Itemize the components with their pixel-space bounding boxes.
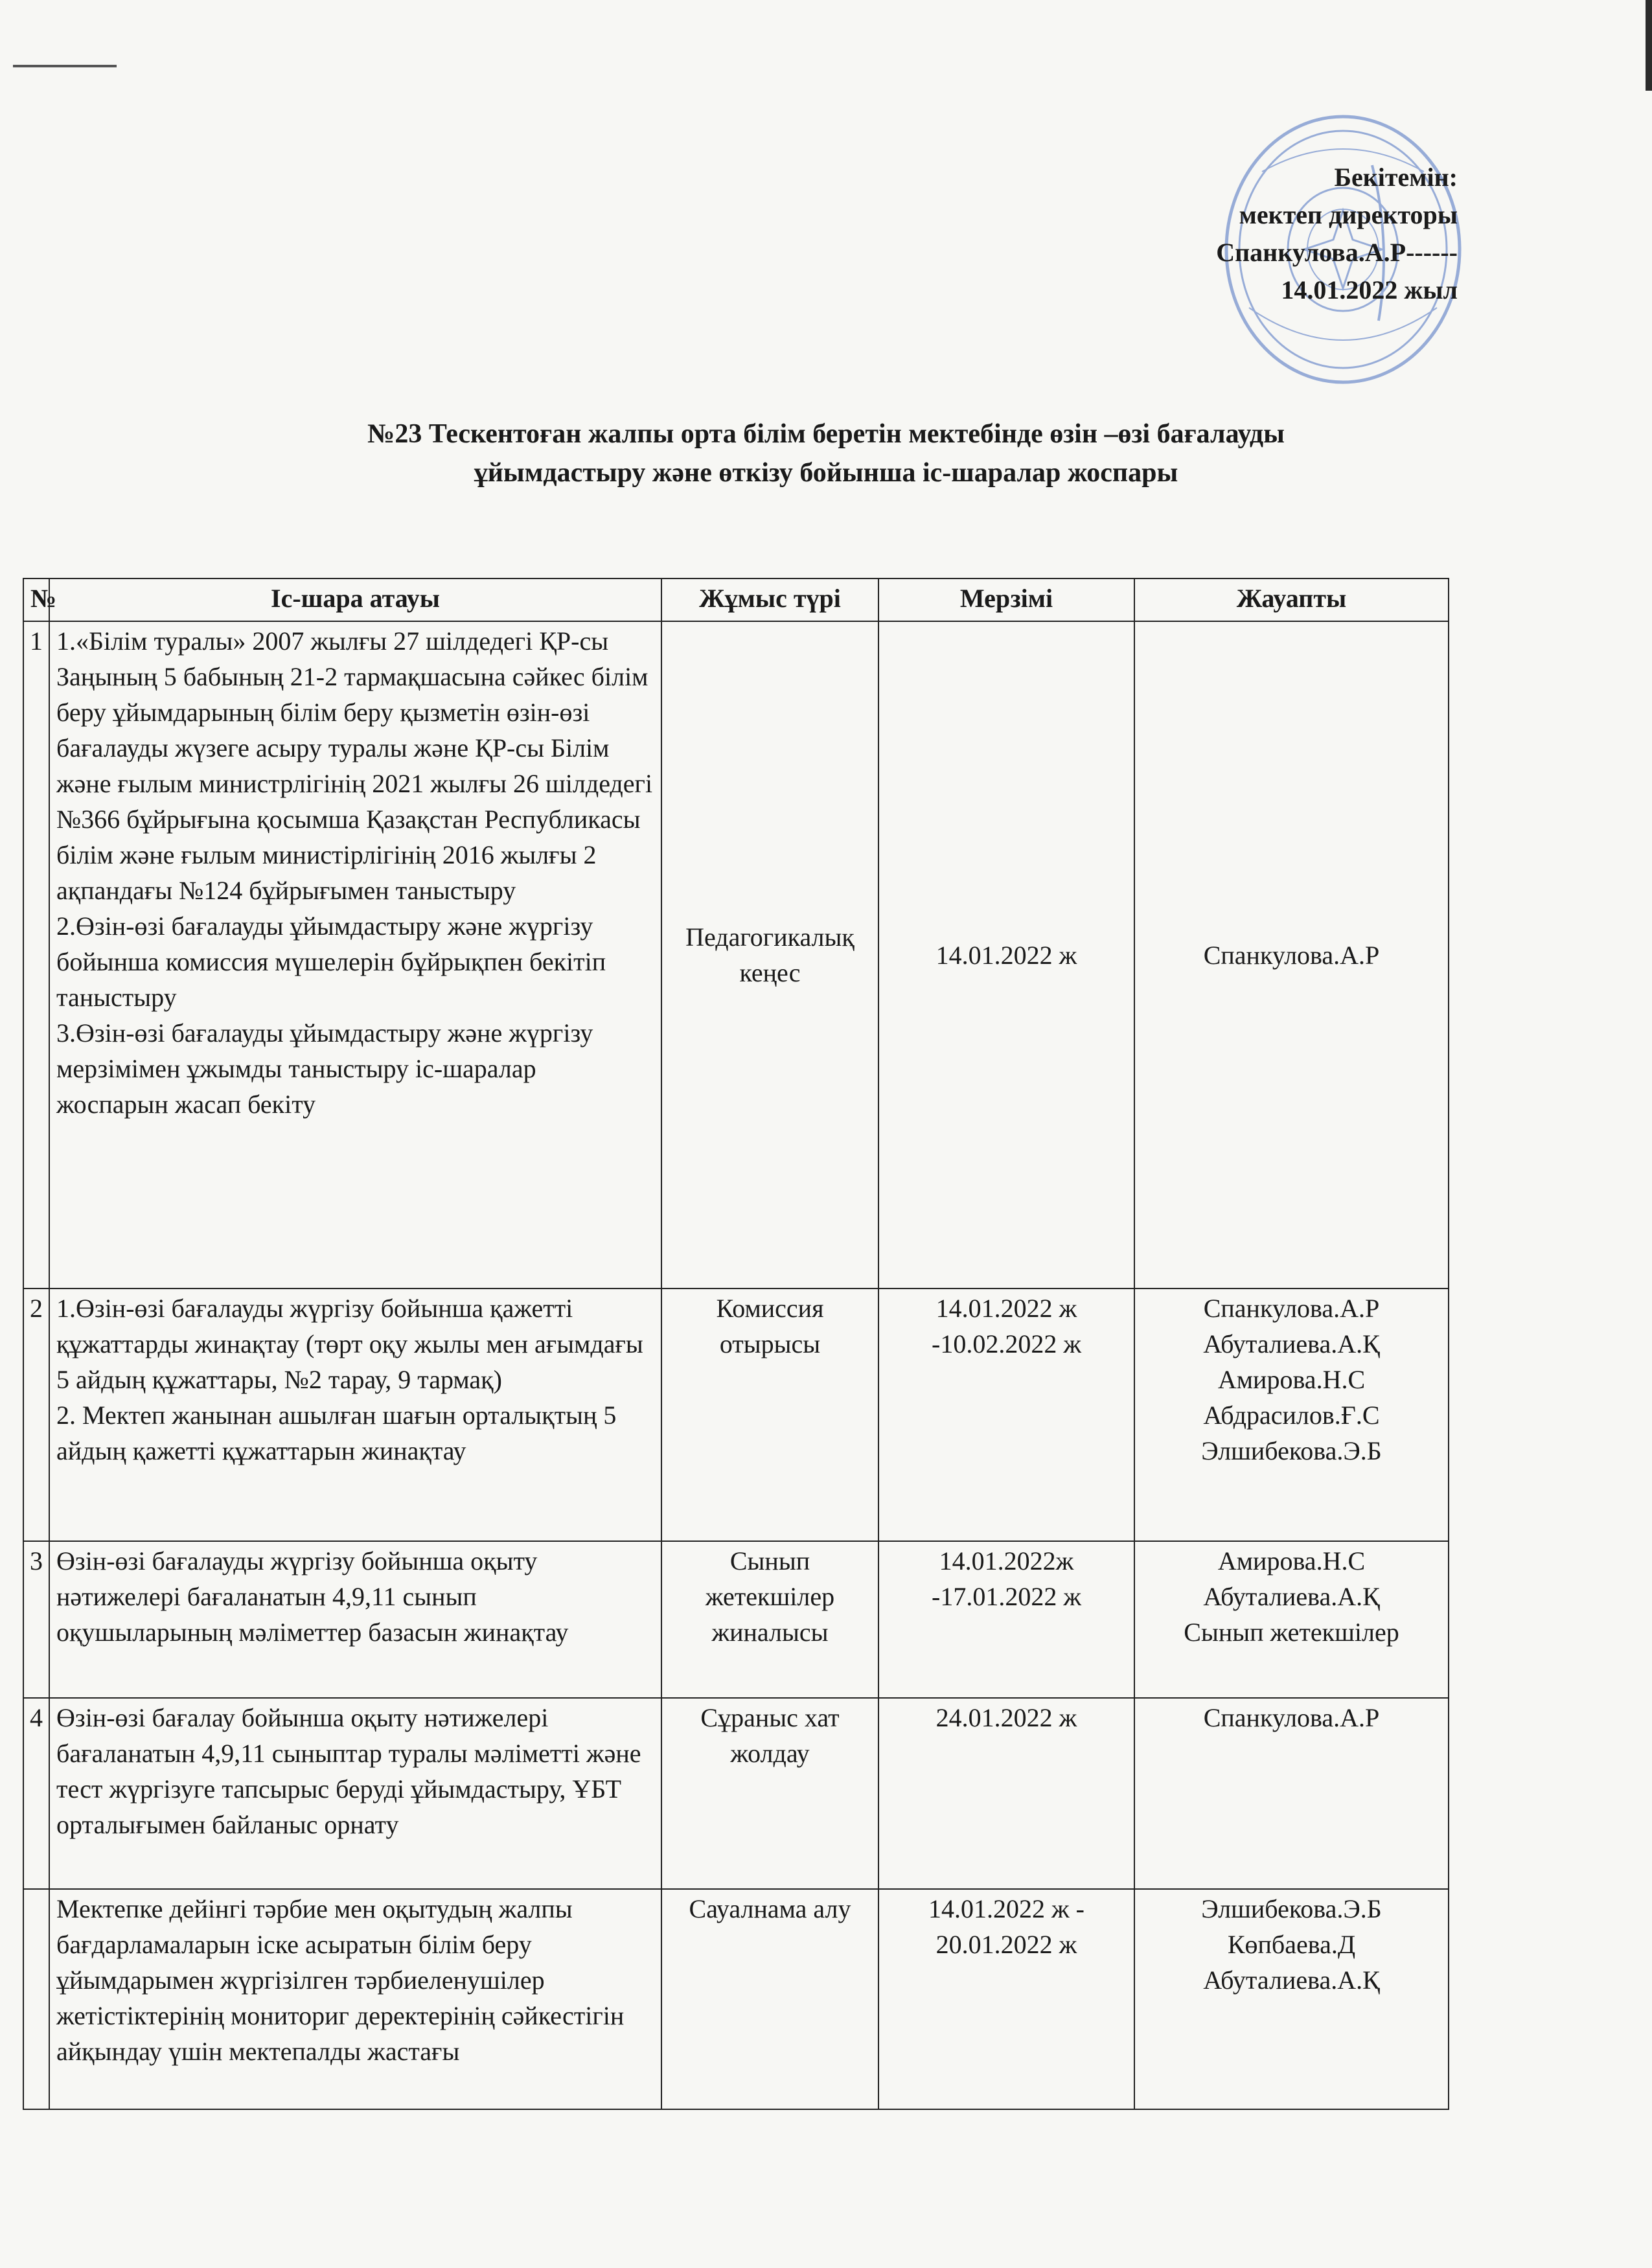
table-row: [23, 1889, 1449, 2109]
table-row: [23, 1541, 1449, 1698]
responsible-person: Спанкулова.А.Р: [1203, 940, 1380, 970]
event-item: 3.Өзін-өзі бағалауды ұйымдастыру және жүргізу мерзімімен ұжымды таныстыру іс-шаралар жоспарын жасап бекіту: [56, 1018, 593, 1119]
title-line-1: №23 Тескентоған жалпы орта білім беретін мектебінде өзін –өзі бағалауды: [367, 419, 1285, 449]
approval-heading: Бекітемін:: [1334, 163, 1458, 192]
responsible-person: Амирова.Н.С: [1217, 1365, 1366, 1394]
row-number: 3: [23, 1541, 49, 1698]
row-deadline: 14.01.2022 ж -10.02.2022 ж: [878, 1289, 1134, 1541]
table-row: [23, 1289, 1449, 1541]
responsible-person: Спанкулова.А.Р: [1203, 1294, 1380, 1323]
row-deadline: 14.01.2022 ж - 20.01.2022 ж: [878, 1889, 1134, 2109]
event-item: 1.«Білім туралы» 2007 жылғы 27 шілдедегі ҚР-сы Заңының 5 бабының 21-2 тармақшасына сәйкес білім беру ұйымдарының білім беру қызметін өзін-өзі бағалауды жүзеге асыру туралы және ҚР-сы Білім және ғылым министрлігінің 2021 жылғы 26 шілдедегі №366 бұйрығына қосымша Қазақстан Республикасы білім және ғылым министірлігінің 2016 жылғы 2 ақпандағы №124 бұйрығымен таныстыру: [56, 626, 653, 905]
row-type: Сынып жетекшілер жиналысы: [661, 1541, 878, 1698]
approval-block: [1216, 159, 1458, 309]
event-item: 2.Өзін-өзі бағалауды ұйымдастыру және жүргізу бойынша комиссия мүшелерін бұйрықпен бекітіп таныстыру: [56, 911, 606, 1012]
table-row: [23, 621, 1449, 1289]
header-deadline: Мерзімі: [878, 578, 1134, 621]
responsible-person: Сынып жетекшілер: [1184, 1618, 1399, 1647]
responsible-person: Абуталиева.А.Қ: [1203, 1329, 1380, 1358]
approval-position: мектеп директоры: [1239, 200, 1458, 229]
plan-table: [23, 578, 1449, 2110]
responsible-person: Көпбаева.Д: [1227, 1930, 1356, 1959]
row-number: 2: [23, 1289, 49, 1541]
table-header-row: [23, 578, 1449, 621]
responsible-person: Абуталиева.А.Қ: [1203, 1582, 1380, 1611]
approval-signature: Спанкулова.А.Р------: [1216, 238, 1458, 267]
scan-artifact: [13, 65, 117, 67]
row-event: [49, 1698, 661, 1889]
responsible-person: Абдрасилов.Ғ.С: [1203, 1401, 1380, 1430]
responsible-person: Спанкулова.А.Р: [1203, 1703, 1380, 1732]
document-title: [0, 415, 1652, 492]
event-item: Өзін-өзі бағалау бойынша оқыту нәтижелері бағаланатын 4,9,11 сыныптар туралы мәліметті және тест жүргізуге тапсырыс беруді ұйымдастыру, ҰБТ орталығымен байланыс орнату: [56, 1703, 641, 1839]
event-item: 1.Өзін-өзі бағалауды жүргізу бойынша қажетті құжаттарды жинақтау (төрт оқу жылы мен ағымдағы 5 айдың құжаттары, №2 тарау, 9 тармақ): [56, 1294, 643, 1394]
table-row: [23, 1698, 1449, 1889]
event-item: 2. Мектеп жанынан ашылған шағын орталықтың 5 айдың қажетті құжаттарын жинақтау: [56, 1401, 617, 1465]
header-responsible: Жауапты: [1134, 578, 1449, 621]
row-event: [49, 1889, 661, 2109]
row-responsible: [1134, 1541, 1449, 1698]
header-type: Жұмыс түрі: [661, 578, 878, 621]
event-item: Өзін-өзі бағалауды жүргізу бойынша оқыту нәтижелері бағаланатын 4,9,11 сынып оқушыларының мәліметтер базасын жинақтау: [56, 1546, 569, 1647]
responsible-person: Абуталиева.А.Қ: [1203, 1965, 1380, 1995]
row-responsible: [1134, 1698, 1449, 1889]
row-event: [49, 621, 661, 1289]
row-number: [23, 1889, 49, 2109]
row-event: [49, 1541, 661, 1698]
header-event: Іс-шара атауы: [49, 578, 661, 621]
row-deadline: 14.01.2022 ж: [878, 621, 1134, 1289]
event-item: Мектепке дейінгі тәрбие мен оқытудың жалпы бағдарламаларын іске асыратын білім беру ұйымдарымен жүргізілген тәрбиеленушілер жетістіктерінің мониториг деректерінің сәйкестігін айқындау үшін мектепалды жастағы: [56, 1894, 625, 2066]
row-type: Комиссия отырысы: [661, 1289, 878, 1541]
row-responsible: [1134, 1889, 1449, 2109]
responsible-person: Элшибекова.Э.Б: [1201, 1894, 1382, 1923]
responsible-person: Элшибекова.Э.Б: [1201, 1436, 1382, 1465]
title-line-2: ұйымдастыру және өткізу бойынша іс-шаралар жоспары: [474, 458, 1178, 488]
scan-edge: [1646, 0, 1652, 91]
row-number: 4: [23, 1698, 49, 1889]
row-number: 1: [23, 621, 49, 1289]
row-type: Сұраныс хат жолдау: [661, 1698, 878, 1889]
row-type: Сауалнама алу: [661, 1889, 878, 2109]
row-responsible: [1134, 1289, 1449, 1541]
row-type: Педагогикалық кеңес: [661, 621, 878, 1289]
responsible-person: Амирова.Н.С: [1217, 1546, 1366, 1575]
row-deadline: 24.01.2022 ж: [878, 1698, 1134, 1889]
row-responsible: [1134, 621, 1449, 1289]
row-event: [49, 1289, 661, 1541]
approval-date: 14.01.2022 жыл: [1281, 275, 1458, 304]
header-number: №: [23, 578, 49, 621]
row-deadline: 14.01.2022ж -17.01.2022 ж: [878, 1541, 1134, 1698]
